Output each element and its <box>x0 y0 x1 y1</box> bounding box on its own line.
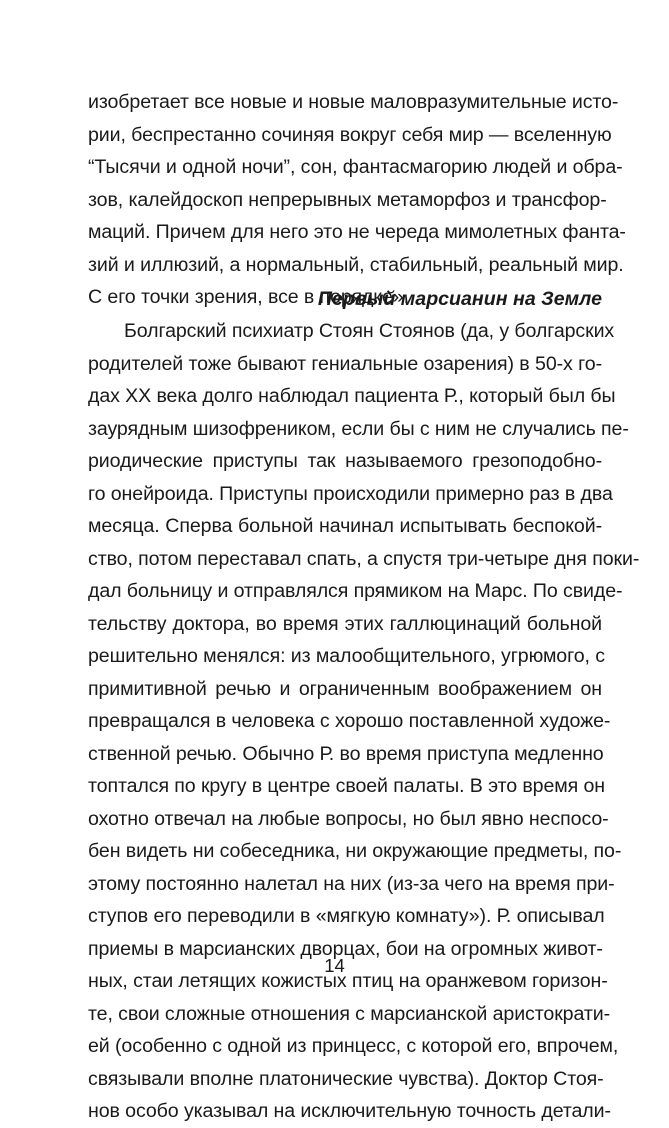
text-line: “Тысячи и одной ночи”, сон, фантасмагорию людей и обра- <box>88 156 623 178</box>
text-line: заурядным шизофреником, если бы с ним не случались пе- <box>88 417 629 440</box>
text-line: го онейроида. Приступы происходили примерно раз в два <box>88 482 613 505</box>
text-line: Болгарский психиатр Стоян Стоянов (да, у болгарских <box>124 320 615 342</box>
text-line: бен видеть ни собеседника, ни окружающие предметы, по- <box>88 840 622 862</box>
text-line: примитивной речью и ограниченным воображением он <box>88 677 602 700</box>
text-line: превращался в человека с хорошо поставленной художе- <box>88 710 611 732</box>
text-line: тельству доктора, во время этих галлюцинаций больной <box>88 612 602 635</box>
text-line: дал больницу и отправлялся прямиком на Марс. По свиде- <box>88 580 623 602</box>
text-line: месяца. Сперва больной начинал испытывать беспокой- <box>88 515 602 537</box>
text-line: родителей тоже бывают гениальные озарения) в 50-х го- <box>88 352 602 375</box>
text-line: топтался по кругу в центре своей палаты. В это время он <box>88 775 606 797</box>
text-line: маций. Причем для него это не череда мимолетных фанта- <box>88 221 626 243</box>
text-line: риодические приступы так называемого грезоподобно- <box>88 450 602 472</box>
section-paragraph <box>88 315 640 1128</box>
text-line: нов особо указывал на исключительную точность детали- <box>88 1100 611 1122</box>
intro-paragraph <box>88 86 626 314</box>
page-number: 14 <box>324 955 345 976</box>
text-line: этому постоянно налетал на них (из-за чего на время при- <box>88 872 615 895</box>
text-line: зов, калейдоскоп непрерывных метаморфоз и трансфор- <box>88 188 607 211</box>
text-line: зий и иллюзий, а нормальный, стабильный, реальный мир. <box>88 253 624 276</box>
text-line: охотно отвечал на любые вопросы, но был явно неспосо- <box>88 807 609 830</box>
text-line: рии, беспрестанно сочиняя вокруг себя мир — вселенную <box>88 123 612 146</box>
text-line: ство, потом переставал спать, а спустя три-четыре дня поки- <box>88 547 640 570</box>
text-line: ственной речью. Обычно Р. во время приступа медленно <box>88 742 604 765</box>
text-line: дах XX века долго наблюдал пациента Р., который был бы <box>88 385 616 407</box>
text-line: решительно менялся: из малообщительного, угрюмого, с <box>88 645 605 667</box>
text-line: ей (особенно с одной из принцесс, с которой его, впрочем, <box>88 1035 619 1057</box>
text-line: ных, стаи летящих кожистых птиц на оранжевом горизон- <box>88 970 608 992</box>
text-line: те, свои сложные отношения с марсианской аристократи- <box>88 1002 610 1025</box>
text-line: связывали вполне платонические чувства). Доктор Стоя- <box>88 1067 604 1090</box>
text-line: приемы в марсианских дворцах, бои на огромных живот- <box>88 937 603 960</box>
text-line: ступов его переводили в «мягкую комнату»). Р. описывал <box>88 905 605 927</box>
text-line: изобретает все новые и новые маловразумительные исто- <box>88 91 619 113</box>
text-line: С его точки зрения, все в порядке». <box>88 286 409 308</box>
section-heading: Первый марсианин на Земле <box>317 288 602 310</box>
